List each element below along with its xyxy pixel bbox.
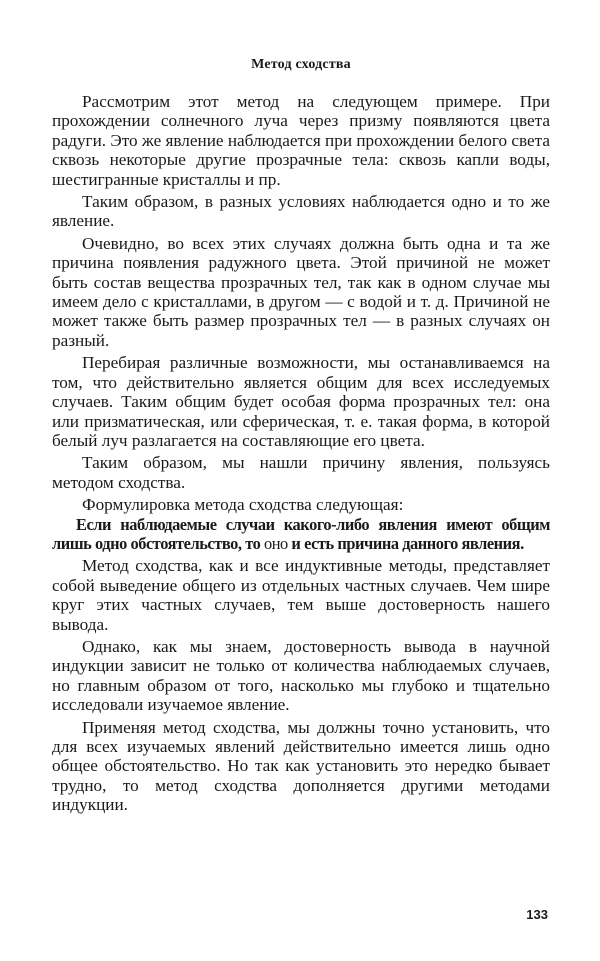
- page-title: Метод сходства: [251, 57, 351, 72]
- rule-text: оно: [263, 533, 288, 553]
- paragraph: Таким образом, мы нашли причину явления, пользуясь методом сходства.: [52, 453, 550, 492]
- paragraph: Очевидно, во всех этих случаях должна быть одна и та же причина появления радужного цвета. Этой причиной не может быть состав вещества прозрачных тел, так как в одном случае мы имеем дело с кристаллами, в другом — с водой и т. д. Причиной не может также быть размер прозрачных тел — в разных случаях он разный.: [52, 233, 550, 350]
- paragraph: Формулировка метода сходства следующая:: [82, 495, 404, 515]
- page-body: [52, 92, 550, 818]
- paragraph: Перебирая различные возможности, мы останавливаемся на том, что действительно является общим для всех исследуемых случаев. Таким общим будет особая форма прозрачных тел: она или призматическая, или сферическая, т. е. такая форма, в которой белый луч разлагается на составляющие его цвета.: [52, 353, 550, 450]
- paragraph: Таким образом, в разных условиях наблюдается одно и то же явление.: [52, 192, 550, 231]
- paragraph: Однако, как мы знаем, достоверность вывода в научной индукции зависит не только от количества наблюдаемых случаев, но главным образом от того, насколько мы глубоко и тщательно исследовали изучаемое явление.: [52, 636, 550, 715]
- paragraph: Метод сходства, как и все индуктивные методы, представляет собой выведение общего из отдельных частных случаев. Чем шире круг этих частных случаев, тем выше достоверность нашего вывода.: [52, 556, 550, 634]
- method-rule: [52, 515, 550, 554]
- rule-text: и есть причина данного явления.: [287, 533, 524, 553]
- rule-text: Если наблюдаемые случаи какого-либо явления имеют общим лишь одно обстоятельство, то: [52, 514, 550, 553]
- book-page: [52, 0, 550, 961]
- paragraph: Применяя метод сходства, мы должны точно установить, что для всех изучаемых явлений действительно имеется лишь одно общее обстоятельство. Но так как установить это нередко бывает трудно, то метод сходства дополняется другими методами индукции.: [52, 717, 550, 815]
- page-number: 133: [526, 907, 548, 922]
- paragraph: Рассмотрим этот метод на следующем примере. При прохождении солнечного луча через призму появляются цвета радуги. Это же явление наблюдается при прохождении белого света сквозь некоторые другие прозрачные тела: сквозь капли воды, шестигранные кристаллы и пр.: [52, 92, 550, 189]
